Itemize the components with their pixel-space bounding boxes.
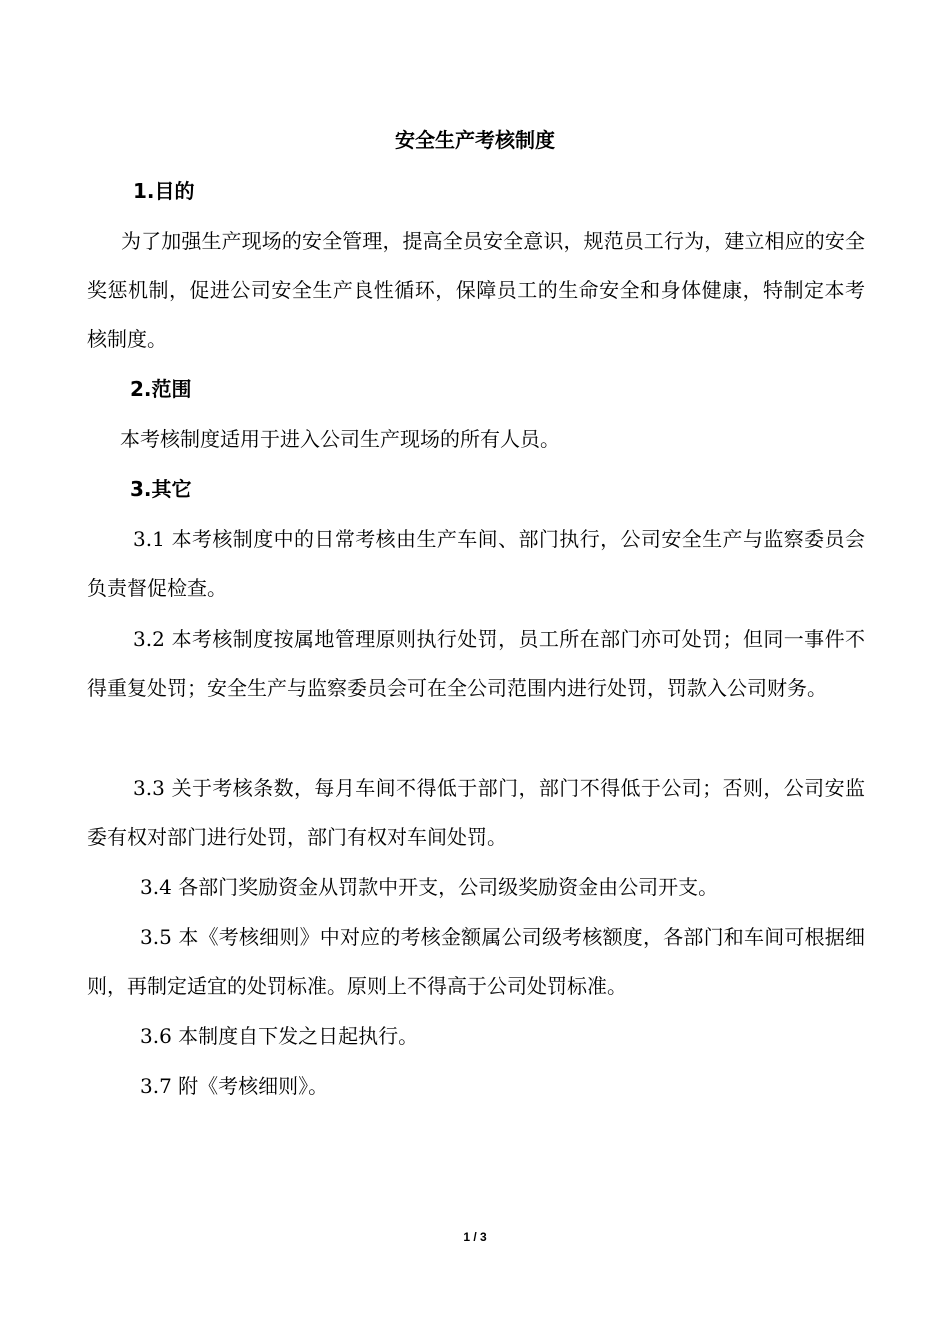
list-item-3-7: 3.7 附《考核细则》。 bbox=[140, 1074, 329, 1098]
list-item-3-3: 3.3 关于考核条数，每月车间不得低于部门，部门不得低于公司；否则，公司安监委有权对部门进行处罚，部门有权对车间处罚。 bbox=[87, 776, 865, 849]
section-heading-purpose: 1.目的 bbox=[133, 179, 195, 203]
list-item-3-4: 3.4 各部门奖励资金从罚款中开支，公司级奖励资金由公司开支。 bbox=[140, 875, 719, 899]
list-item-3-5: 3.5 本《考核细则》中对应的考核金额属公司级考核额度，各部门和车间可根据细则，再制定适宜的处罚标准。原则上不得高于公司处罚标准。 bbox=[87, 925, 865, 998]
section-heading-other: 3.其它 bbox=[130, 477, 192, 501]
section-paragraph-purpose: 为了加强生产现场的安全管理，提高全员安全意识，规范员工行为，建立相应的安全奖惩机制，促进公司安全生产良性循环，保障员工的生命安全和身体健康，特制定本考核制度。 bbox=[87, 229, 865, 351]
list-item-3-1: 3.1 本考核制度中的日常考核由生产车间、部门执行，公司安全生产与监察委员会负责督促检查。 bbox=[87, 527, 865, 600]
list-item-3-6: 3.6 本制度自下发之日起执行。 bbox=[140, 1024, 419, 1048]
section-heading-scope: 2.范围 bbox=[130, 377, 192, 401]
document-title: 安全生产考核制度 bbox=[395, 128, 555, 152]
list-item-3-2: 3.2 本考核制度按属地管理原则执行处罚，员工所在部门亦可处罚；但同一事件不得重复处罚；安全生产与监察委员会可在全公司范围内进行处罚，罚款入公司财务。 bbox=[87, 627, 865, 700]
page-number: 1 / 3 bbox=[463, 1230, 487, 1244]
section-paragraph-scope: 本考核制度适用于进入公司生产现场的所有人员。 bbox=[120, 427, 560, 451]
